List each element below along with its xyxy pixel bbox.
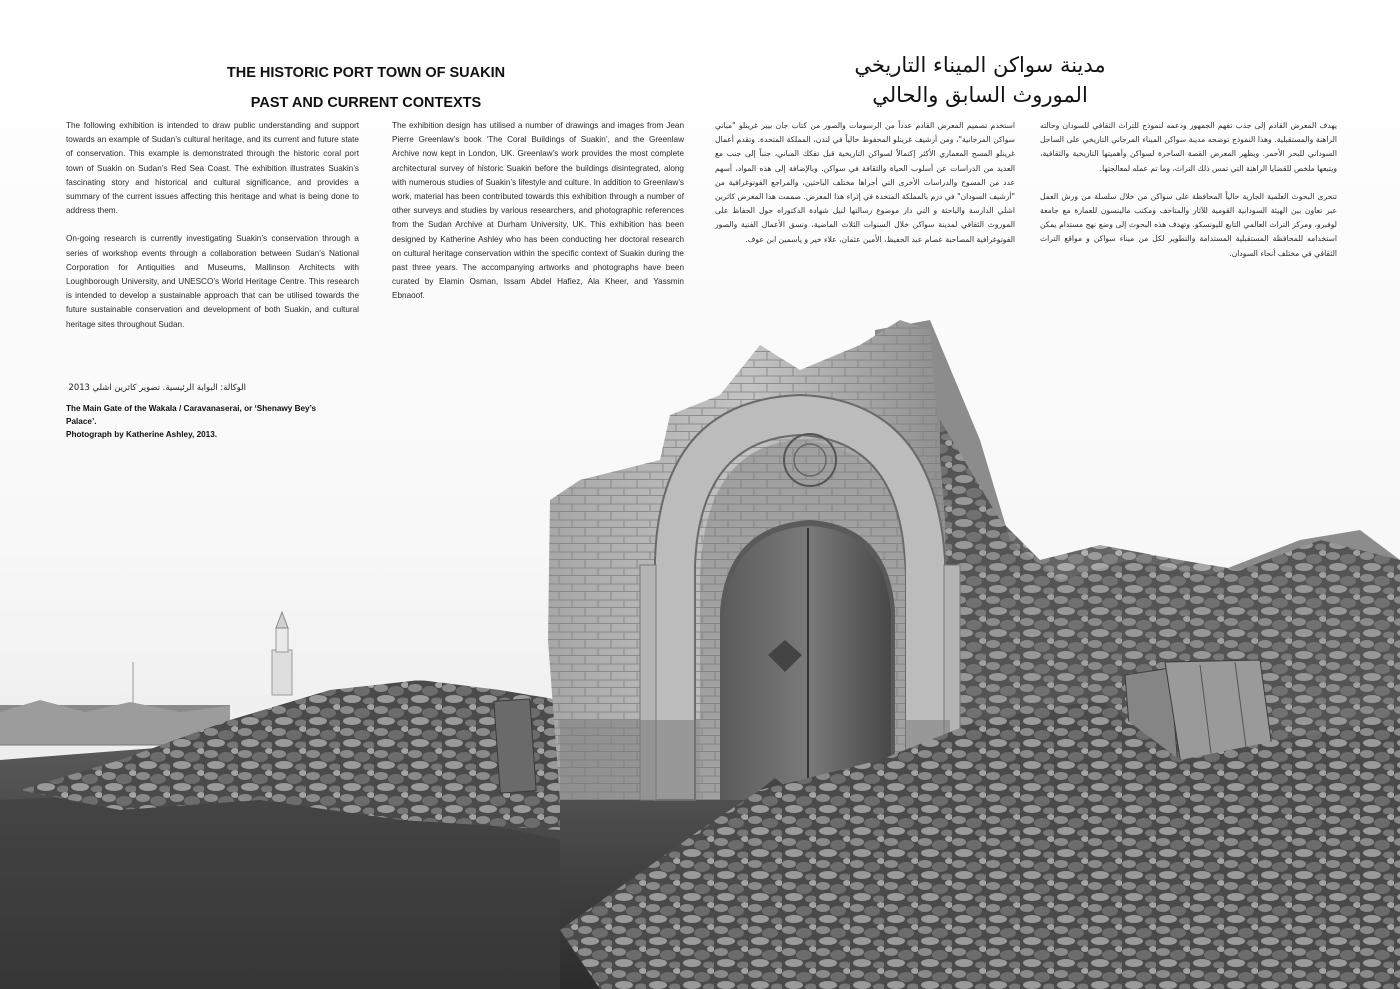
title-en-line-2: PAST AND CURRENT CONTEXTS [250, 95, 482, 111]
title-arabic [835, 50, 1125, 110]
english-column-1 [66, 119, 359, 346]
arabic-column-2 [1040, 119, 1337, 275]
english-paragraph-design: The exhibition design has utilised a number of drawings and images from Jean Pierre Greenlaw’s book ‘The Coral Buildings of Suakin’, and the Greenlaw Archive now kept in London, UK. Greenlaw’s work provides the most complete architectural survey of historic Suakin before the buildings disintegrated, along with numerous studies of Suakin’s lifestyle and culture. In addition to Greenlaw’s work, material has been contributed towards this exhibition through a number of other surveys and studies by various researchers, and photographic references from the Sudan Archive at Durham University, UK. This exhibition has been designed by Katherine Ashley who has been conducting her doctoral research on cultural heritage conservation within the specific context of Suakin during the past three years. The accompanying artworks and photographs have been curated by Elamin Osman, Issam Abdel Hafiez, Ala Kheer, and Yassmin Ebnaoof. [392, 121, 684, 301]
arabic-paragraph-intro: يهدف المعرض القادم إلى جذب تفهم الجمهور ودعمه لنموذج للتراث الثقافي للسودان وحالته الراهنة والمستقبلية. وهذا النموذج توضحه مدينة سواكن الميناء المرجاني التاريخي على الساحل السوداني للبحر الأحمر. ويظهر المعرض القصة الساحرة لسواكن وأهميتها التاريخية والثقافية، ويتبعها ملخص للقضايا الراهنة التي تمس ذلك التراث، وما تم عمله لمعالجتها. [1040, 121, 1337, 173]
photo-caption [66, 380, 346, 441]
arabic-paragraph-research: تتحرى البحوث العلمية الجارية حالياً المحافظة على سواكن من خلال سلسلة من ورش العمل عبر تعاون بين الهيئة السودانية القومية للآثار والمتاحف ومكتب مالينسون للعمارة مع جامعة لوفبرو، ومركز التراث العالمي التابع لليونسكو. وتهدف هذه البحوث إلى وضع نهج مستدام يمكن استخدامه للمحافظة المستقبلية المستدامة والتطوير لكل من ميناء سواكن و مواقع التراث الثقافي في مختلف أنحاء السودان. [1040, 191, 1337, 258]
arabic-column-1 [715, 119, 1015, 261]
title-en-line-1: THE HISTORIC PORT TOWN OF SUAKIN [226, 65, 506, 81]
arabic-paragraph-design: استخدم تصميم المعرض القادم عدداً من الرسومات والصور من كتاب جان بيير غرينلو "مباني سواكن المرجانية"، ومن أرشيف غرينلو المحفوظ حالياً في لندن، المملكة المتحدة. وتقدم أعمال غرينلو المسح المعماري الأكثر إكتمالاً لسواكن التاريخية قبل تفكك المباني، جنباً إلى جنب مع العديد من الدراسات عن أسلوب الحياة والثقافة في سواكن. وبالإضافة إلى هذه المواد، أسهم عدد من المسوح والدراسات الأخرى التي أجراها مختلف الباحثين، والمراجع الفوتوغرافية من "أرشيف السودان" في درم بالمملكة المتحدة في إثراء هذا المعرض. صممت هذا المعرض كاثرين اشلي الدارسة والباحثة و التي دار موضوع رسالتها لنيل شهادة الدكتوراه حول الحفاظ على الموروث الثقافي لمدينة سواكن خلال السنوات الثلاث الماضية، ونسق الأعمال الفنية والصور الفوتوغرافية المصاحبة عصام عبد الحفيظ، الأمين عثمان، علاء خير و ياسمين ابن عوف. [714, 121, 1015, 244]
title-ar-line-2: الموروث السابق والحالي [872, 83, 1088, 107]
title-english [160, 58, 572, 118]
photo-caption-arabic: الوكالة: البوابة الرئيسية. تصوير كاثرين اشلي 2013 [68, 382, 246, 392]
english-column-2 [392, 119, 684, 318]
title-ar-line-1: مدينة سواكن الميناء التاريخي [854, 53, 1106, 77]
english-paragraph-intro: The following exhibition is intended to draw public understanding and support towards an example of Sudan’s cultural heritage, and its current and future state of conservation. This example is demonstrated through the historic coral port town of Suakin on Sudan’s Red Sea Coast. The exhibition illustrates Suakin’s fascinating story and historical and cultural significance, and provides a summary of the current issues affecting this heritage and what is being done to address them. [66, 121, 359, 216]
photo-caption-english: The Main Gate of the Wakala / Caravanaserai, or ‘Shenawy Bey’s Palace’. Photograph by Katherine Ashley, 2013. [66, 404, 317, 439]
english-paragraph-research: On-going research is currently investigating Suakin’s conservation through a series of workshop events through a collaboration between Sudan’s National Corporation for Antiquities and Museums, Mallinson Architects with Loughborough University, and UNESCO’s World Heritage Centre. This research is intended to develop a sustainable approach that can be utilised towards the future sustainable conservation and development of both Suakin, and cultural heritage sites throughout Sudan. [66, 234, 359, 329]
